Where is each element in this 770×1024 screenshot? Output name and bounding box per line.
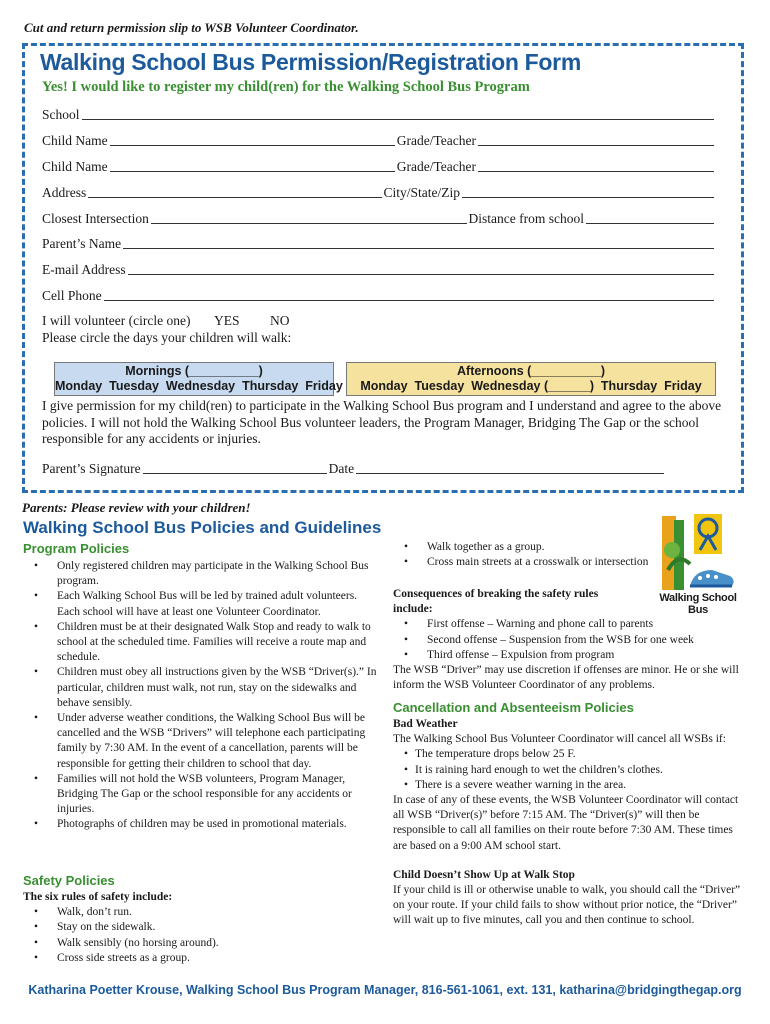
parents-name-row — [42, 234, 716, 252]
volunteer-yes-option[interactable]: YES — [214, 313, 240, 328]
list-item: • Cross main streets at a crosswalk or intersection — [393, 555, 653, 570]
afternoons-title: Afternoons (__________) — [457, 364, 605, 378]
date-label: Date — [328, 461, 355, 476]
consequences-heading: Consequences of breaking the safety rules include: — [393, 588, 599, 616]
list-item: • Stay on the sidewalk. — [23, 920, 378, 935]
school-field[interactable] — [42, 105, 716, 123]
bad-weather-note: In case of any of these events, the WSB Volunteer Coordinator will contact all WSB “Driver(s)” before 7:15 AM. The “Driver(s)” will then be responsible to call all families on their route before 7:30 AM. These times are based on a 9:00 AM school start. — [393, 794, 739, 852]
safety-rules-list — [23, 905, 378, 966]
mornings-days[interactable]: Monday Tuesday Wednesday Thursday Friday — [55, 379, 343, 393]
cell-phone-label: Cell Phone — [42, 288, 102, 303]
list-item: • The temperature drops below 25 F. — [393, 747, 748, 762]
no-show-text: If your child is ill or otherwise unable to walk, you should call the “Driver” on your route. If your child fails to show without prior notice, the “Driver” will wait up to five minutes, call you and then continue to school. — [393, 884, 741, 927]
program-policies-heading: Program Policies — [23, 541, 130, 556]
email-label: E-mail Address — [42, 262, 126, 277]
signature-row — [42, 459, 666, 477]
child-name-line[interactable] — [110, 170, 395, 172]
date-line[interactable] — [356, 472, 664, 474]
policies-title: Walking School Bus Policies and Guidelines — [23, 518, 382, 537]
cancellation-heading: Cancellation and Absenteeism Policies — [393, 700, 634, 715]
logo-text: Walking School Bus — [659, 592, 737, 616]
list-item: • Under adverse weather conditions, the Walking School Bus will be cancelled and the WSB “Drivers” will telephone each participating family by 7:30 AM. In the event of a cancellation, parents will be responsible for getting their children to school that day. — [23, 711, 378, 772]
closest-intersection-line[interactable] — [151, 222, 467, 224]
list-item: • Walk sensibly (no horsing around). — [23, 936, 378, 951]
list-item: • Walk together as a group. — [393, 540, 653, 555]
list-item: • Children must be at their designated Walk Stop and ready to walk to school at the scheduled time. Families will receive a route map and schedule. — [23, 620, 378, 666]
mornings-box — [54, 362, 343, 396]
footer-contact: Katharina Poetter Krouse, Walking School Bus Program Manager, 816-561-1061, ext. 131, katharina@bridgingthegap.org — [28, 983, 742, 997]
list-item: • Only registered children may participate in the Walking School Bus program. — [23, 559, 378, 589]
signature-label: Parent’s Signature — [42, 461, 141, 476]
safety-policies-heading: Safety Policies — [23, 873, 115, 888]
list-item: • Cross side streets as a group. — [23, 951, 378, 966]
child-name-line[interactable] — [110, 144, 395, 146]
consequences-list — [393, 617, 748, 663]
email-line[interactable] — [128, 273, 714, 275]
safety-rules-list-continued — [393, 540, 653, 570]
list-item: • First offense – Warning and phone call to parents — [393, 617, 748, 632]
permission-statement: I give permission for my child(ren) to participate in the Walking School Bus program and I understand and agree to the above policies. I will not hold the Walking School Bus volunteer leaders, the Program Manager, Bridging The Gap or the school responsible for any accidents or injuries. — [42, 398, 722, 446]
parents-note: Parents: Please review with your children! — [22, 500, 251, 515]
child-name-row-1 — [42, 131, 716, 149]
right-column-top — [393, 540, 653, 570]
logo-shoe-icon — [690, 570, 734, 586]
bad-weather-intro: The Walking School Bus Volunteer Coordinator will cancel all WSBs if: — [393, 733, 726, 746]
address-label: Address — [42, 185, 87, 200]
grade-teacher-line[interactable] — [478, 144, 714, 146]
list-item: • Children must obey all instructions given by the WSB “Driver(s).” In particular, children must walk, not run, stay on the sidewalks and behave sensibly. — [23, 665, 378, 711]
grade-teacher-label: Grade/Teacher — [396, 133, 476, 148]
closest-intersection-label: Closest Intersection — [42, 211, 149, 226]
left-column — [23, 541, 378, 833]
distance-from-school-line[interactable] — [586, 222, 714, 224]
no-show-heading: Child Doesn’t Show Up at Walk Stop — [393, 868, 575, 881]
child-name-label: Child Name — [42, 133, 108, 148]
list-item: • Photographs of children may be used in promotional materials. — [23, 817, 378, 832]
cut-note: Cut and return permission slip to WSB Volunteer Coordinator. — [24, 20, 359, 35]
signature-line[interactable] — [143, 472, 327, 474]
parents-name-label: Parent’s Name — [42, 236, 122, 251]
bad-weather-list — [393, 747, 748, 793]
address-row — [42, 183, 716, 201]
program-policies-list — [23, 559, 378, 833]
cell-phone-line[interactable] — [104, 299, 714, 301]
afternoons-days[interactable]: Monday Tuesday Wednesday (______) Thursday Friday — [360, 379, 702, 393]
child-name-row-2 — [42, 157, 716, 175]
cell-phone-row — [42, 286, 716, 304]
school-label: School — [42, 107, 80, 122]
bad-weather-heading: Bad Weather — [393, 718, 458, 730]
consequences-note: The WSB “Driver” may use discretion if offenses are minor. He or she will inform the WSB Volunteer Coordinator of any problems. — [393, 664, 739, 692]
city-state-zip-label: City/State/Zip — [383, 185, 460, 200]
days-prompt: Please circle the days your children will walk: — [42, 330, 292, 345]
volunteer-label: I will volunteer (circle one) — [42, 313, 191, 328]
mornings-title: Mornings (__________) — [125, 364, 263, 378]
safety-intro: The six rules of safety include: — [23, 891, 173, 903]
intersection-row — [42, 209, 716, 227]
grade-teacher-label: Grade/Teacher — [396, 159, 476, 174]
form-subtitle: Yes! I would like to register my child(ren) for the Walking School Bus Program — [42, 79, 530, 95]
afternoons-box — [346, 362, 716, 396]
list-item: • Walk, don’t run. — [23, 905, 378, 920]
volunteer-no-option[interactable]: NO — [270, 313, 290, 328]
school-line[interactable] — [82, 118, 714, 120]
form-title: Walking School Bus Permission/Registration Form — [40, 49, 581, 75]
address-line[interactable] — [88, 196, 381, 198]
parents-name-line[interactable] — [123, 247, 714, 249]
city-state-zip-line[interactable] — [462, 196, 714, 198]
list-item: • Third offense – Expulsion from program — [393, 648, 748, 663]
child-name-label: Child Name — [42, 159, 108, 174]
email-row — [42, 260, 716, 278]
list-item: • Each Walking School Bus will be led by trained adult volunteers. Each school will have at least one Volunteer Coordinator. — [23, 589, 378, 619]
safety-section — [23, 873, 378, 966]
grade-teacher-line[interactable] — [478, 170, 714, 172]
list-item: • There is a severe weather warning in the area. — [393, 778, 748, 793]
list-item: • It is raining hard enough to wet the children’s clothes. — [393, 763, 748, 778]
cancellation-section — [393, 700, 748, 929]
distance-from-school-label: Distance from school — [468, 211, 584, 226]
list-item: • Families will not hold the WSB volunteers, Program Manager, Bridging The Gap or the school responsible for any accidents or injuries. — [23, 772, 378, 818]
list-item: • Second offense – Suspension from the WSB for one week — [393, 633, 748, 648]
